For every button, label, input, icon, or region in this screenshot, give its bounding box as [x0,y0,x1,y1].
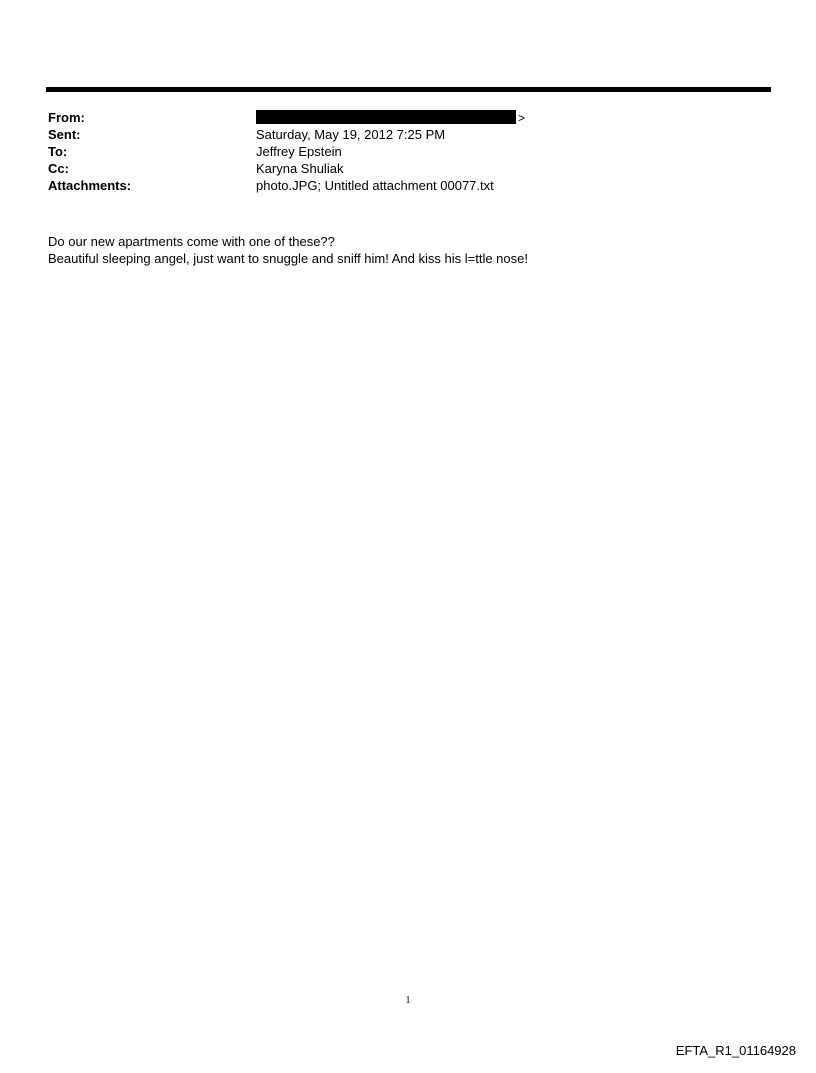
email-body [48,233,768,267]
sent-label: Sent: [48,127,81,142]
to-value: Jeffrey Epstein [256,144,342,159]
header-divider [46,87,771,92]
attachments-row [48,177,748,194]
email-header [48,109,748,194]
sent-row [48,126,748,143]
attachments-value: photo.JPG; Untitled attachment 00077.txt [256,178,494,193]
cc-label: Cc: [48,161,69,176]
redaction-box [256,110,516,124]
to-label: To: [48,144,68,159]
from-value [256,109,525,127]
cc-row [48,160,748,177]
from-suffix: > [518,111,526,125]
body-line: Do our new apartments come with one of these?? [48,234,335,249]
attachments-label: Attachments: [48,178,132,193]
cc-value: Karyna Shuliak [256,161,344,176]
from-row [48,109,748,126]
from-label: From: [48,110,85,125]
bates-stamp: EFTA_R1_01164928 [675,1043,796,1058]
body-line: Beautiful sleeping angel, just want to snuggle and sniff him! And kiss his l=ttle nose! [48,251,528,266]
to-row [48,143,748,160]
page-number: 1 [405,995,411,1006]
sent-value: Saturday, May 19, 2012 7:25 PM [256,127,446,142]
